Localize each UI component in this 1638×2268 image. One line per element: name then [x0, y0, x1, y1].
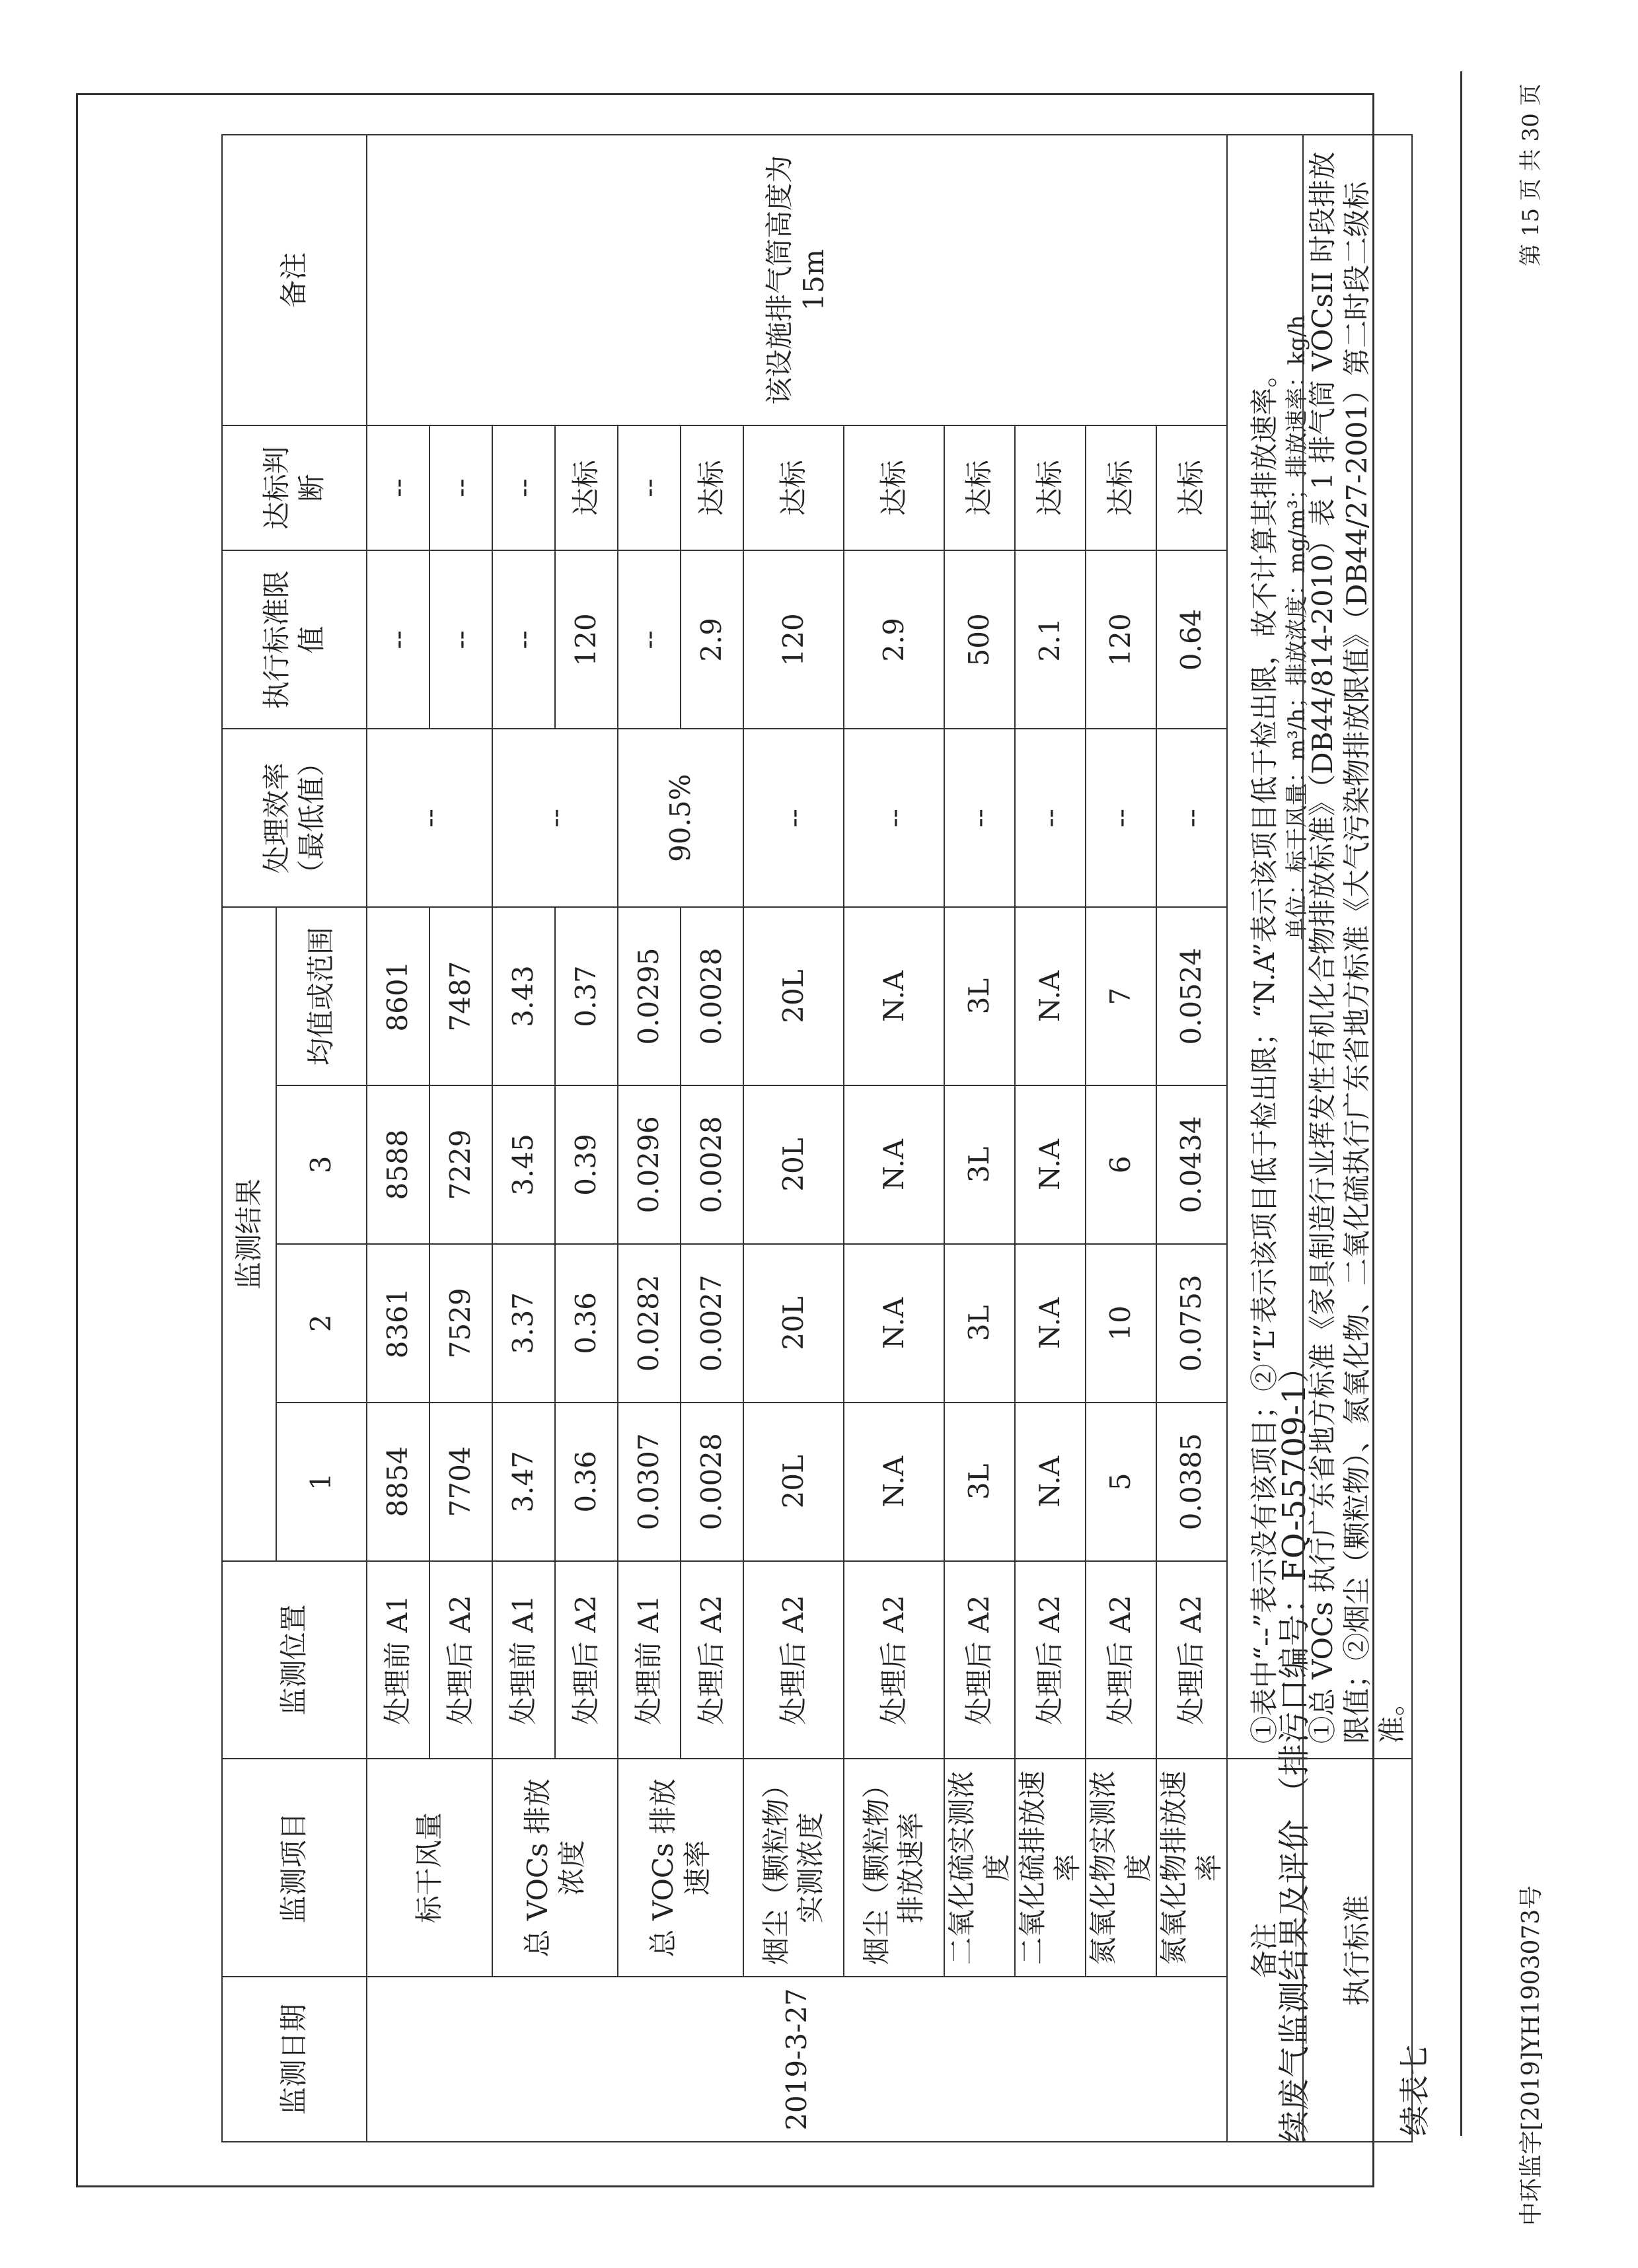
- limit: 500: [944, 550, 1015, 729]
- value-avg: 0.0295: [618, 907, 681, 1085]
- limit: 2.1: [1015, 550, 1086, 729]
- limit: 120: [743, 550, 844, 729]
- value-2: 20L: [743, 1244, 844, 1403]
- header-limit: 执行标准限值: [222, 550, 367, 729]
- header-judge: 达标判断: [222, 425, 367, 551]
- judgement: 达标: [844, 425, 944, 551]
- value-3: 0.0028: [681, 1085, 743, 1244]
- value-avg: 7: [1086, 907, 1156, 1085]
- value-3: 0.39: [555, 1085, 618, 1244]
- table-row: [367, 135, 429, 2142]
- item-name: 氮氧化物实测浓度: [1086, 1759, 1156, 1977]
- efficiency: --: [1015, 729, 1086, 907]
- value-3: 8588: [367, 1085, 429, 1244]
- value-2: 0.0282: [618, 1244, 681, 1403]
- footer-standard-label: 执行标准: [1303, 1759, 1412, 2142]
- position: 处理后 A2: [1156, 1561, 1227, 1759]
- value-1: 3.47: [492, 1403, 555, 1561]
- table-row: [944, 135, 1015, 2142]
- judgement: 达标: [555, 425, 618, 551]
- judgement: 达标: [944, 425, 1015, 551]
- value-1: N.A: [1015, 1403, 1086, 1561]
- value-1: 0.0385: [1156, 1403, 1227, 1561]
- position: 处理后 A2: [681, 1561, 743, 1759]
- value-1: 3L: [944, 1403, 1015, 1561]
- continued-label: 续表七: [1397, 2045, 1433, 2136]
- value-2: 7529: [429, 1244, 492, 1403]
- value-2: 10: [1086, 1244, 1156, 1403]
- item-name: 二氧化硫实测浓度: [944, 1759, 1015, 1977]
- footer-remark-label: 备注: [1227, 1759, 1303, 2142]
- header-n2: 2: [276, 1244, 367, 1403]
- item-name: 氮氧化物排放速率: [1156, 1759, 1227, 1977]
- value-1: 0.0307: [618, 1403, 681, 1561]
- item-name: 二氧化硫排放速率: [1015, 1759, 1086, 1977]
- item-name: 总 VOCs 排放浓度: [492, 1759, 618, 1977]
- position: 处理前 A1: [618, 1561, 681, 1759]
- value-2: 0.0753: [1156, 1244, 1227, 1403]
- header-remark: 备注: [222, 135, 367, 425]
- judgement: 达标: [743, 425, 844, 551]
- limit: --: [429, 550, 492, 729]
- limit: 2.9: [844, 550, 944, 729]
- item-name: 烟尘（颗粒物）实测浓度: [743, 1759, 844, 1977]
- remark-cell: 该设施排气筒高度为15m: [367, 135, 1227, 425]
- judgement: 达标: [681, 425, 743, 551]
- value-2: 3L: [944, 1244, 1015, 1403]
- value-3: 6: [1086, 1085, 1156, 1244]
- value-3: 3.45: [492, 1085, 555, 1244]
- value-avg: 3.43: [492, 907, 555, 1085]
- value-avg: 20L: [743, 907, 844, 1085]
- efficiency: --: [367, 729, 492, 907]
- value-avg: 0.37: [555, 907, 618, 1085]
- value-2: 8361: [367, 1244, 429, 1403]
- table-row: [1156, 135, 1227, 2142]
- value-3: 7229: [429, 1085, 492, 1244]
- table-row: [844, 135, 944, 2142]
- table-row: [743, 135, 844, 2142]
- table-title: 续废气监测结果及评价 （排污口编号：FQ-55709-1）: [1276, 1350, 1313, 2142]
- judgement: 达标: [1156, 425, 1227, 551]
- position: 处理后 A2: [1015, 1561, 1086, 1759]
- header-item: 监测项目: [222, 1759, 367, 1977]
- value-3: 0.0434: [1156, 1085, 1227, 1244]
- value-2: N.A: [1015, 1244, 1086, 1403]
- limit: --: [367, 550, 429, 729]
- limit: 120: [555, 550, 618, 729]
- judgement: --: [367, 425, 429, 551]
- monitor-date: 2019-3-27: [367, 1977, 1227, 2142]
- value-3: 3L: [944, 1085, 1015, 1244]
- value-avg: N.A: [1015, 907, 1086, 1085]
- value-avg: 0.0028: [681, 907, 743, 1085]
- efficiency: --: [492, 729, 618, 907]
- judgement: --: [618, 425, 681, 551]
- results-table: [221, 134, 1413, 2142]
- limit: --: [618, 550, 681, 729]
- report-number: 中环监字[2019]YH1903073号: [1518, 1885, 1545, 2226]
- efficiency: --: [844, 729, 944, 907]
- efficiency: --: [743, 729, 844, 907]
- header-results: 监测结果: [222, 907, 276, 1561]
- value-2: 0.36: [555, 1244, 618, 1403]
- limit: 0.64: [1156, 550, 1227, 729]
- judgement: --: [429, 425, 492, 551]
- value-3: N.A: [844, 1085, 944, 1244]
- limit: --: [492, 550, 555, 729]
- value-3: 0.0296: [618, 1085, 681, 1244]
- table-row: [1015, 135, 1086, 2142]
- item-name: 烟尘（颗粒物）排放速率: [844, 1759, 944, 1977]
- footer-standard-row: [1303, 135, 1412, 2142]
- value-1: 5: [1086, 1403, 1156, 1561]
- value-1: 7704: [429, 1403, 492, 1561]
- value-avg: 8601: [367, 907, 429, 1085]
- item-name: 总 VOCs 排放速率: [618, 1759, 743, 1977]
- footer-remark-text: ①表中“--”表示没有该项目；②“L”表示该项目低于检出限；“N.A”表示该项目低于检出限，故不计算其排放速率。: [1227, 135, 1303, 1759]
- position: 处理前 A1: [367, 1561, 429, 1759]
- value-1: 0.36: [555, 1403, 618, 1561]
- header-position: 监测位置: [222, 1561, 367, 1759]
- judgement: --: [492, 425, 555, 551]
- table-row: [492, 135, 555, 2142]
- table-row: [1086, 135, 1156, 2142]
- value-2: 3.37: [492, 1244, 555, 1403]
- judgement: 达标: [1086, 425, 1156, 551]
- table-row: [618, 135, 681, 2142]
- value-1: N.A: [844, 1403, 944, 1561]
- position: 处理后 A2: [1086, 1561, 1156, 1759]
- value-1: 8854: [367, 1403, 429, 1561]
- value-2: N.A: [844, 1244, 944, 1403]
- item-name: 标干风量: [367, 1759, 492, 1977]
- efficiency: 90.5%: [618, 729, 743, 907]
- value-1: 0.0028: [681, 1403, 743, 1561]
- value-2: 0.0027: [681, 1244, 743, 1403]
- efficiency: --: [1156, 729, 1227, 907]
- limit: 2.9: [681, 550, 743, 729]
- value-avg: 0.0524: [1156, 907, 1227, 1085]
- position: 处理后 A2: [429, 1561, 492, 1759]
- footer-standard-text: ①总 VOCs 执行广东省地方标准《家具制造行业挥发性有机化合物排放标准》（DB44/814-2010）表 1 排气筒 VOCsII 时段排放限值；②烟尘（颗粒物）、氮氧化物、二氧化硫执行广东省地方标准《大气污染物排放限值》（DB44/27-2001）第二时段二级标准。: [1303, 135, 1412, 1759]
- value-avg: N.A: [844, 907, 944, 1085]
- position: 处理后 A2: [844, 1561, 944, 1759]
- position: 处理后 A2: [944, 1561, 1015, 1759]
- efficiency: --: [1086, 729, 1156, 907]
- value-avg: 3L: [944, 907, 1015, 1085]
- header-efficiency: 处理效率（最低值）: [222, 729, 367, 907]
- position: 处理后 A2: [743, 1561, 844, 1759]
- value-1: 20L: [743, 1403, 844, 1561]
- page-number: 第 15 页 共 30 页: [1518, 83, 1544, 266]
- efficiency: --: [944, 729, 1015, 907]
- header-n1: 1: [276, 1403, 367, 1561]
- limit: 120: [1086, 550, 1156, 729]
- value-3: N.A: [1015, 1085, 1086, 1244]
- footer-remark-row: [1227, 135, 1303, 2142]
- header-divider: [1460, 71, 1462, 2136]
- position: 处理前 A1: [492, 1561, 555, 1759]
- header-avg: 均值或范围: [276, 907, 367, 1085]
- value-avg: 7487: [429, 907, 492, 1085]
- header-n3: 3: [276, 1085, 367, 1244]
- unit-note: 单位：标干风量：m³/h；排放浓度：mg/m³；排放速率：kg/h: [1284, 314, 1310, 940]
- judgement: 达标: [1015, 425, 1086, 551]
- header-date: 监测日期: [222, 1977, 367, 2142]
- value-3: 20L: [743, 1085, 844, 1244]
- position: 处理后 A2: [555, 1561, 618, 1759]
